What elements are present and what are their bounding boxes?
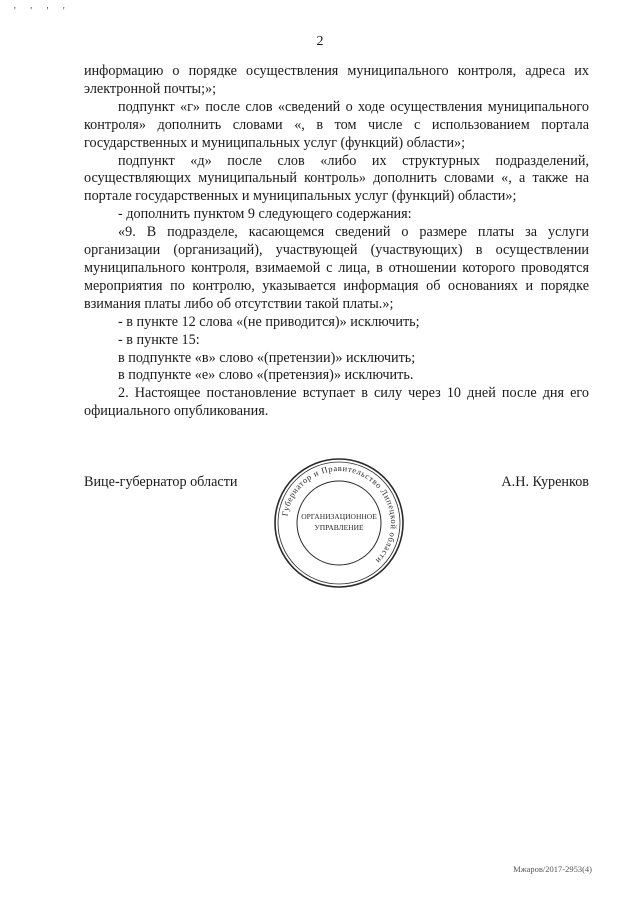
paragraph-item-12: - в пункте 12 слова «(не приводится)» исключить; bbox=[118, 313, 420, 330]
paragraph-continuation: информацию о порядке осуществления муниципального контроля, адреса их электронной почты;»; bbox=[84, 63, 589, 97]
page-number: 2 bbox=[316, 34, 324, 49]
document-footer-code: Мжаров/2017-2953(4) bbox=[513, 864, 592, 874]
paragraph-item-9-text: «9. В подразделе, касающемся сведений о размере платы за услуги организации (организаций), участвующей (участвующих) в осуществлении муниципального контроля, взимаемой с лица, в отношении которого проводятся мероприятия по контролю, указывается информация об основаниях и порядке взимания платы либо об отсутствии такой платы.»; bbox=[84, 224, 589, 312]
paragraph-subitem-e: в подпункте «е» слово «(претензия)» исключить. bbox=[118, 367, 414, 384]
scan-artifact-marks: ' ' ' ' bbox=[14, 6, 71, 17]
paragraph-item-15: - в пункте 15: bbox=[118, 331, 200, 348]
paragraph-subitem-g: подпункт «г» после слов «сведений о ходе осуществления муниципального контроля» дополнить словами «, в том числе с использованием портала государственных и муниципальных услуг (функций) области»; bbox=[84, 98, 589, 151]
seal-center-line2: УПРАВЛЕНИЕ bbox=[314, 523, 364, 532]
paragraph-subitem-d: подпункт «д» после слов «либо их структурных подразделений, осуществляющих муниципальный контроль» дополнить словами «, а также на портале государственных и муниципальных услуг (функций) области»; bbox=[84, 152, 589, 205]
document-body bbox=[84, 63, 589, 421]
official-seal-stamp bbox=[272, 456, 406, 590]
paragraph-effective-date: 2. Настоящее постановление вступает в силу через 10 дней после дня его официального опубликования. bbox=[84, 385, 589, 420]
paragraph-subitem-v: в подпункте «в» слово «(претензии)» исключить; bbox=[118, 349, 416, 366]
paragraph-add-item-9: - дополнить пунктом 9 следующего содержания: bbox=[118, 206, 412, 223]
signatory-position: Вице-губернатор области bbox=[84, 474, 238, 490]
seal-ring-text: Губернатор и Правительство Липецкой области bbox=[279, 462, 400, 567]
seal-center-line1: ОРГАНИЗАЦИОННОЕ bbox=[301, 512, 377, 521]
signatory-name: А.Н. Куренков bbox=[501, 474, 589, 490]
seal-graphic bbox=[272, 456, 406, 590]
